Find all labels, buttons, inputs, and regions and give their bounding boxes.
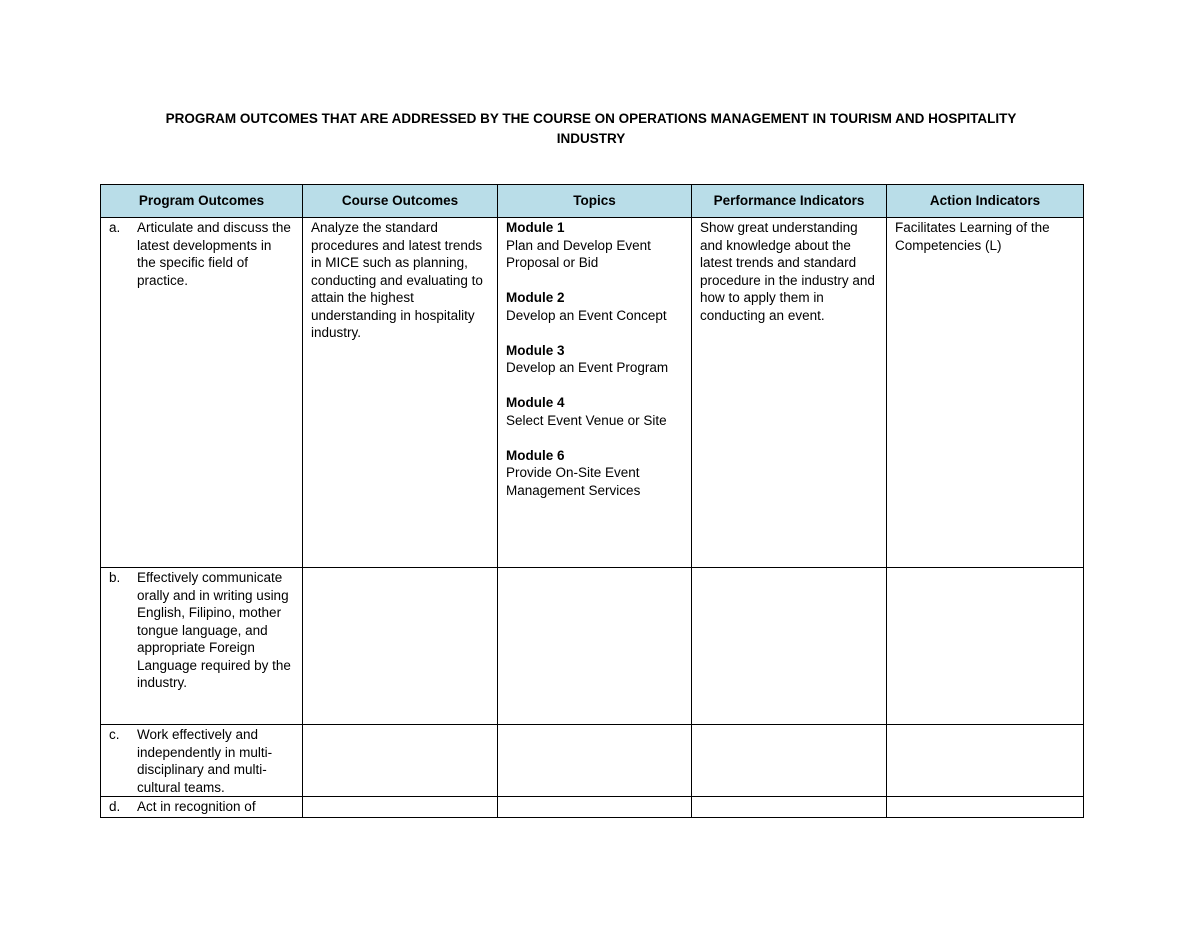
performance-indicator-cell	[692, 568, 887, 725]
action-indicator-cell	[887, 568, 1084, 725]
program-outcome-text: Act in recognition of	[137, 799, 256, 814]
course-outcome-cell	[303, 725, 498, 797]
document-title	[100, 109, 1082, 149]
header-course-outcomes: Course Outcomes	[303, 185, 498, 218]
action-indicator-cell	[887, 725, 1084, 797]
program-outcome-cell	[101, 797, 303, 818]
topic-module	[506, 394, 686, 429]
topic-module	[506, 289, 686, 324]
outcome-letter: a.	[109, 220, 121, 235]
outcome-letter: c.	[109, 727, 120, 742]
title-line-1: PROGRAM OUTCOMES THAT ARE ADDRESSED BY THE COURSE ON OPERATIONS MANAGEMENT IN TOURISM AND HOSPITALITY	[165, 111, 1017, 126]
performance-indicator-text: Show great understanding and knowledge about the latest trends and standard procedure in the industry and how to apply them in conducting an event.	[700, 220, 875, 323]
course-outcome-text: Analyze the standard procedures and latest trends in MICE such as planning, conducting and evaluating to attain the highest understanding in hospitality industry.	[311, 220, 483, 340]
topics-cell	[498, 797, 692, 818]
topic-module	[506, 219, 686, 272]
module-title: Module 6	[506, 447, 565, 463]
table-header-row	[101, 185, 1084, 218]
outcome-letter: b.	[109, 570, 121, 585]
outcomes-table	[100, 184, 1084, 818]
module-name: Provide On-Site Event Management Services	[506, 465, 641, 498]
action-indicator-cell	[887, 218, 1084, 568]
module-title: Module 4	[506, 395, 565, 410]
module-title: Module 2	[506, 290, 565, 305]
course-outcome-cell	[303, 218, 498, 568]
table-row	[101, 725, 1084, 797]
action-indicator-text: Facilitates Learning of the Competencies (L)	[895, 220, 1050, 253]
course-outcome-cell	[303, 797, 498, 818]
action-indicator-cell	[887, 797, 1084, 818]
header-action-indicators: Action Indicators	[887, 185, 1084, 218]
program-outcome-cell	[101, 218, 303, 568]
module-name: Select Event Venue or Site	[506, 412, 667, 428]
topics-cell	[498, 725, 692, 797]
module-name: Develop an Event Program	[506, 360, 669, 375]
performance-indicator-cell	[692, 218, 887, 568]
table-row	[101, 568, 1084, 725]
table-row	[101, 797, 1084, 818]
outcome-letter: d.	[109, 799, 121, 814]
module-title: Module 3	[506, 342, 565, 358]
program-outcome-text: Effectively communicate orally and in writing using English, Filipino, mother tongue language, and appropriate Foreign Language required by the industry.	[137, 570, 291, 690]
course-outcome-cell	[303, 568, 498, 725]
header-program-outcomes: Program Outcomes	[101, 185, 303, 218]
topics-cell	[498, 568, 692, 725]
module-title: Module 1	[506, 220, 565, 235]
table-row	[101, 218, 1084, 568]
performance-indicator-cell	[692, 725, 887, 797]
program-outcome-text: Work effectively and independently in multi-disciplinary and multi-cultural teams.	[137, 727, 273, 795]
module-name: Plan and Develop Event Proposal or Bid	[506, 237, 651, 270]
program-outcome-text: Articulate and discuss the latest developments in the specific field of practice.	[137, 220, 291, 288]
program-outcome-cell	[101, 725, 303, 797]
module-name: Develop an Event Concept	[506, 307, 667, 323]
performance-indicator-cell	[692, 797, 887, 818]
header-topics: Topics	[498, 185, 692, 218]
title-line-2: INDUSTRY	[556, 131, 626, 146]
program-outcome-cell	[101, 568, 303, 725]
topics-cell	[498, 218, 692, 568]
topic-module	[506, 447, 686, 500]
header-performance-indicators: Performance Indicators	[692, 185, 887, 218]
topic-module	[506, 342, 686, 377]
